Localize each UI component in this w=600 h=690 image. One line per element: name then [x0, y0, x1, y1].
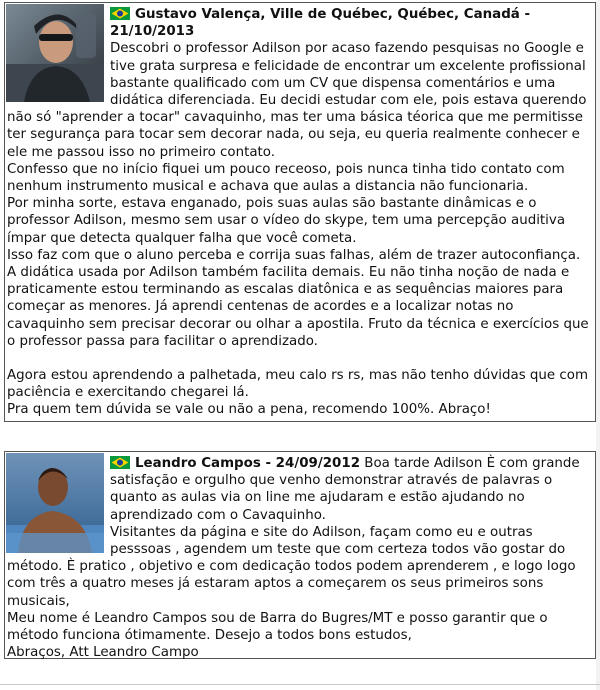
testimonial-card-leandro [4, 451, 596, 659]
testimonial-intro: Boa tarde Adilson È com grande satisfação e orgulho que venho demonstrar através de palavras o quanto as aulas via on line me ajudaram e estão ajudando no aprendizado com o Cavaquinho. [110, 456, 580, 523]
testimonial-paragraph: Por minha sorte, estava enganado, pois suas aulas são bastante dinâmicas e o professor Adilson, mesmo sem usar o vídeo do skype, tem uma percepção auditiva ímpar que detecta qualquer falha que você cometa. [7, 196, 566, 246]
avatar-photo-icon [6, 453, 104, 553]
brazil-flag-icon [110, 456, 130, 469]
avatar-leandro [6, 453, 104, 553]
avatar-gustavo [6, 4, 104, 102]
bottom-divider [0, 684, 600, 685]
testimonial-paragraph: Descobri o professor Adilson por acaso fazendo pesquisas no Google e tive grata surpresa e felicidade de encontrar um excelente profissional bastante qualificado com um CV que dispensa comentários e uma didática diferenciada. Eu decidi estudar com ele, pois estava querendo não só "aprender a tocar" cavaquinho, mas ter uma básica téorica que me permitisse ter segurança para tocar sem decorar nada, ou seja, eu queria realmente conhecer e ele me passou isso no primeiro contato. [7, 41, 587, 160]
brazil-flag-icon [110, 7, 130, 20]
paragraph-gap [7, 350, 591, 367]
testimonial-author-gustavo: Gustavo Valença, Ville de Québec, Québec, Canadá - 21/10/2013 [110, 7, 531, 40]
testimonial-paragraph: Abraços, Att Leandro Campo [7, 645, 199, 661]
testimonial-paragraph: Meu nome é Leandro Campos sou de Barra do Bugres/MT e posso garantir que o método funciona ótimamente. Desejo a todos bons estudos, [7, 610, 548, 644]
testimonial-card-gustavo [4, 2, 596, 422]
testimonial-paragraph: Isso faz com que o aluno perceba e corrija suas falhas, além de trazer autoconfiança. A didática usada por Adilson também facilita demais. Eu não tinha noção de nada e praticamente estou terminando as escalas diatônica e as sequências maiores para começar as menores. Já aprendi centenas de acordes e a localizar notas no cavaquinho sem precisar decorar ou olhar a apostila. Fruto da técnica e exercícios que o professor passa para facilitar o aprendizado. [7, 247, 589, 349]
testimonial-paragraph: Visitantes da página e site do Adilson, façam como eu e outras pesssoas , agendem um teste que com certeza todos vão gostar do método. È pratico , objetivo e com dedicação todos podem aprenderem , e logo logo com três a quatro meses já estaram aptos a começarem os seus primeiros sons musicais, [7, 524, 576, 609]
testimonial-paragraph: Confesso que no início fiquei um pouco receoso, pois nunca tinha tido contato com nenhum instrumento musical e achava que aulas a distancia não funcionaria. [7, 161, 565, 195]
page-right-edge [596, 0, 600, 690]
testimonial-paragraph: Pra quem tem dúvida se vale ou não a pena, recomendo 100%. Abraço! [7, 402, 491, 418]
testimonial-paragraph: Agora estou aprendendo a palhetada, meu calo rs rs, mas não tenho dúvidas que com paciência e exercitando chegarei lá. [7, 368, 589, 401]
testimonial-author-leandro: Leandro Campos - 24/09/2012 [135, 456, 361, 471]
avatar-photo-icon [6, 4, 104, 102]
